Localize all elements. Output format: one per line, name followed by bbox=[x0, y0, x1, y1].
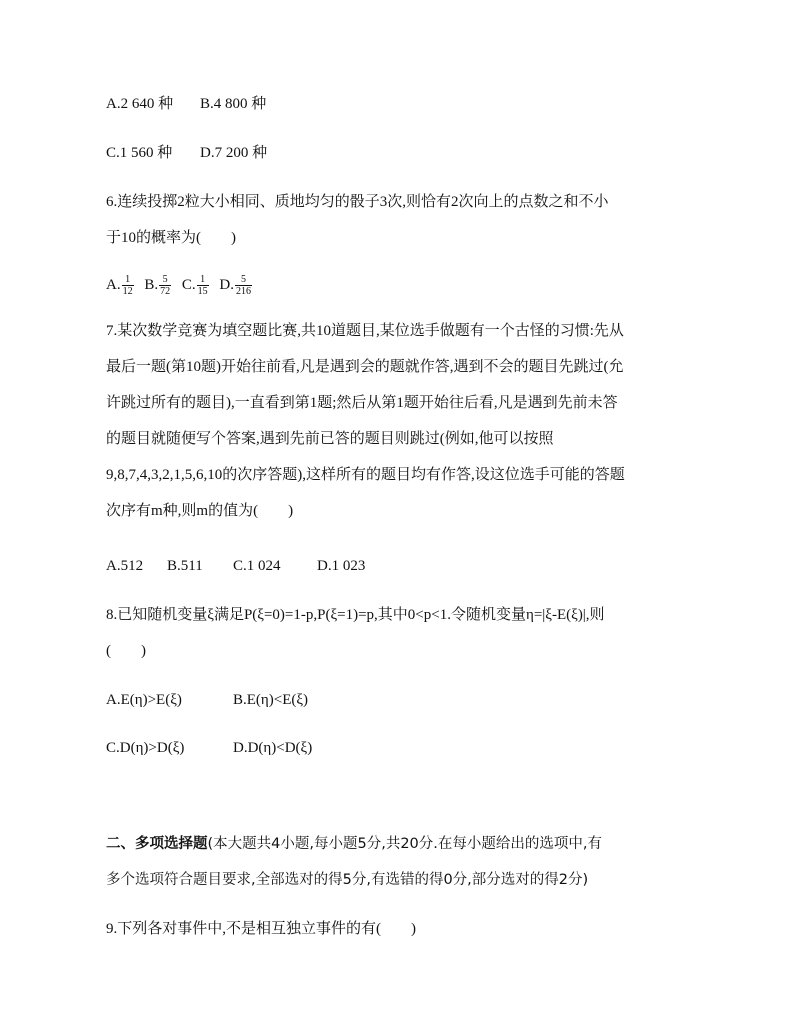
q5-option-d: D.7 200 种 bbox=[200, 145, 268, 161]
numerator: 5 bbox=[162, 274, 168, 286]
fraction bbox=[122, 274, 134, 297]
q5-option-c: C.1 560 种 bbox=[106, 145, 173, 161]
section-description-line2: 多个选项符合题目要求,全部选对的得5分,有选错的得0分,部分选对的得2分) bbox=[106, 872, 589, 888]
fraction bbox=[197, 274, 209, 297]
section-description-line1: (本大题共4小题,每小题5分,共20分.在每小题给出的选项中,有 bbox=[207, 836, 602, 852]
q7-option-a: A.512 bbox=[106, 558, 144, 574]
section-title: 二、多项选择题 bbox=[106, 836, 208, 852]
q7-option-d: D.1 023 bbox=[317, 558, 366, 574]
q8-option-c: C.D(η)>D(ξ) bbox=[106, 740, 185, 756]
fraction bbox=[235, 274, 252, 297]
q8-option-d: D.D(η)<D(ξ) bbox=[233, 740, 313, 756]
denominator: 12 bbox=[122, 286, 133, 298]
q7-stem-line5: 9,8,7,4,3,2,1,5,6,10的次序答题),这样所有的题目均有作答,设这位选手可能的答题 bbox=[106, 467, 625, 483]
denominator: 72 bbox=[160, 286, 171, 298]
q8-stem-line1: 8.已知随机变量ξ满足P(ξ=0)=1-p,P(ξ=1)=p,其中0<p<1.令随机变量η=|ξ-E(ξ)|,则 bbox=[106, 607, 605, 623]
q7-stem-line4: 的题目就随便写个答案,遇到先前已答的题目则跳过(例如,他可以按照 bbox=[106, 431, 554, 447]
q6-option-b bbox=[144, 274, 176, 298]
option-letter: D. bbox=[219, 277, 234, 293]
q6-option-a bbox=[106, 274, 138, 298]
q6-stem-line2: 于10的概率为( ) bbox=[106, 230, 236, 246]
option-letter: A. bbox=[106, 277, 121, 293]
denominator: 15 bbox=[197, 286, 208, 298]
option-letter: C. bbox=[181, 277, 196, 293]
q6-option-c bbox=[181, 274, 214, 298]
numerator: 5 bbox=[240, 274, 246, 286]
q5-option-a: A.2 640 种 bbox=[106, 96, 174, 112]
section-heading bbox=[106, 834, 602, 854]
option-letter: B. bbox=[144, 277, 159, 293]
q8-stem-line2: ( ) bbox=[106, 643, 146, 659]
q5-option-b: B.4 800 种 bbox=[200, 96, 267, 112]
q8-option-a: A.E(η)>E(ξ) bbox=[106, 692, 182, 708]
q8-option-b: B.E(η)<E(ξ) bbox=[233, 692, 309, 708]
denominator: 216 bbox=[235, 286, 251, 298]
numerator: 1 bbox=[200, 274, 206, 286]
q7-stem-line6: 次序有m种,则m的值为( ) bbox=[106, 503, 294, 519]
q7-option-c: C.1 024 bbox=[233, 558, 281, 574]
q7-stem-line1: 7.某次数学竞赛为填空题比赛,共10道题目,某位选手做题有一个古怪的习惯:先从 bbox=[106, 323, 624, 339]
q7-stem-line3: 许跳过所有的题目),一直看到第1题;然后从第1题开始往后看,凡是遇到先前未答 bbox=[106, 395, 618, 411]
q6-stem-line1: 6.连续投掷2粒大小相同、质地均匀的骰子3次,则恰有2次向上的点数之和不小 bbox=[106, 194, 609, 210]
q6-options bbox=[106, 272, 253, 298]
numerator: 1 bbox=[125, 274, 131, 286]
fraction bbox=[159, 274, 171, 297]
q7-stem-line2: 最后一题(第10题)开始往前看,凡是遇到会的题就作答,遇到不会的题目先跳过(允 bbox=[106, 359, 624, 375]
q7-option-b: B.511 bbox=[167, 558, 203, 574]
q9-stem-line1: 9.下列各对事件中,不是相互独立事件的有( ) bbox=[106, 921, 416, 937]
q6-option-d bbox=[219, 274, 253, 298]
